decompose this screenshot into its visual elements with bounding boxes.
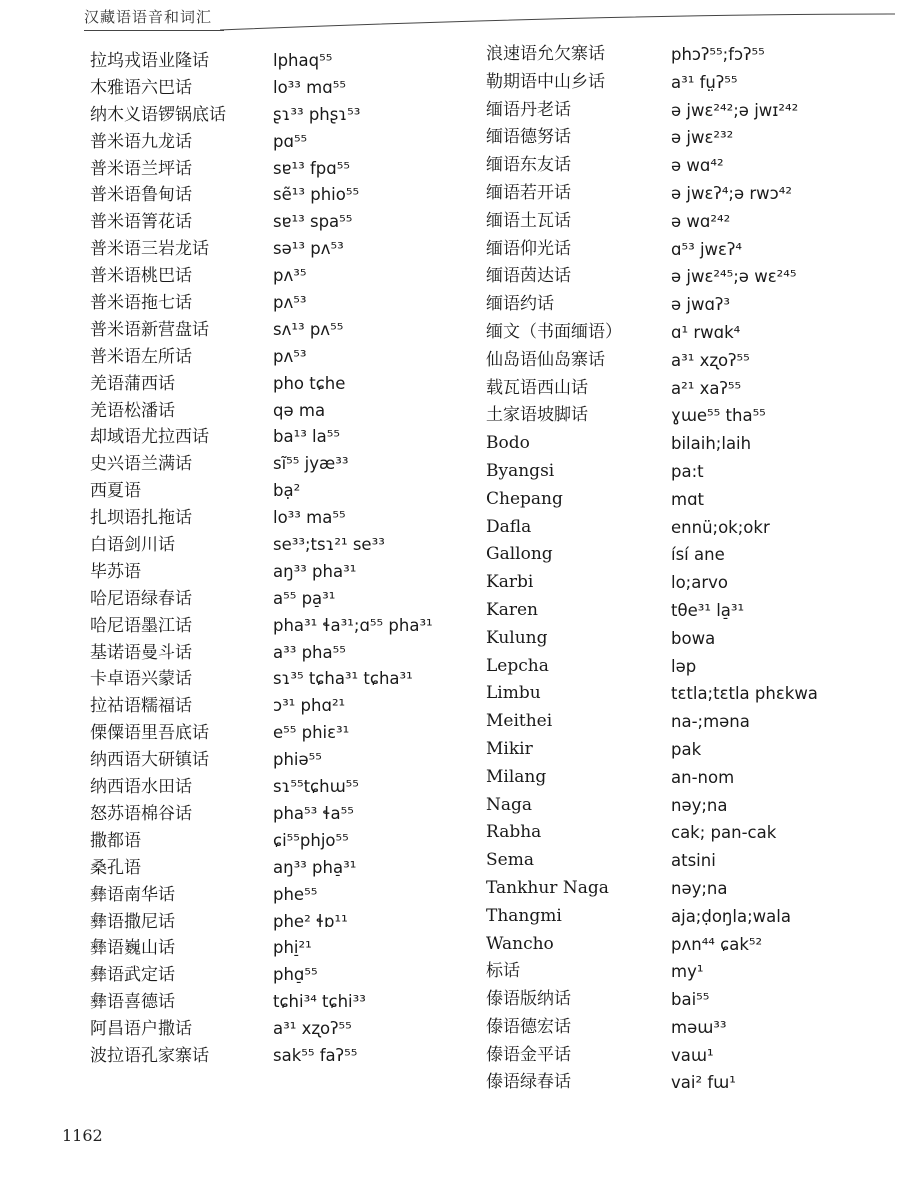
dialect-name: Gallong [486,544,553,565]
word-form: ə jwɛ²⁴⁵;ə wɛ²⁴⁵ [671,267,797,287]
dialect-name: 缅语土瓦话 [486,210,571,231]
word-form: pa:t [671,461,704,481]
dialect-name: 傈僳语里吾底话 [90,723,209,744]
dialect-name: 纳木义语锣锅底话 [90,104,226,125]
word-form: məɯ³³ [671,1017,727,1037]
word-form: lo;arvo [671,573,728,593]
dialect-name: Limbu [486,683,541,704]
dialect-name: Dafla [486,516,532,537]
dialect-name: Rabha [486,822,542,843]
word-form: na-;məna [671,712,750,732]
word-form: pɑ⁵⁵ [273,131,308,151]
dialect-name: 怒苏语棉谷话 [90,803,192,824]
word-form: a³¹ xʐoʔ⁵⁵ [671,350,750,370]
word-form: ləp [671,656,697,676]
word-form: nəy;na [671,795,728,815]
dialect-name: 哈尼语绿春话 [90,588,192,609]
dialect-name: 彝语武定话 [90,965,175,986]
word-form: ɔ³¹ phɑ²¹ [273,696,346,716]
dialect-name: 桑孔语 [90,857,141,878]
dialect-name: Chepang [486,488,563,509]
word-form: vai² fɯ¹ [671,1073,736,1093]
word-form: a²¹ xaʔ⁵⁵ [671,378,742,398]
word-form: sak⁵⁵ faʔ⁵⁵ [273,1045,358,1065]
word-form: a³¹ xʐoʔ⁵⁵ [273,1019,352,1039]
dialect-name: Milang [486,766,547,787]
dialect-name: 缅语德努话 [486,127,571,148]
dialect-name: Meithei [486,711,553,732]
word-form: sɿ⁵⁵tɕhɯ⁵⁵ [273,777,359,797]
dialect-name: Wancho [486,933,554,954]
word-form: ɑ⁵³ jwɛʔ⁴ [671,239,742,259]
dialect-name: 彝语撒尼话 [90,911,175,932]
dialect-name: 缅语仰光话 [486,238,571,259]
dialect-name: 普米语九龙话 [90,131,192,152]
dialect-name: 普米语桃巴话 [90,266,192,287]
word-form: vaɯ¹ [671,1045,714,1065]
dialect-name: 土家语坡脚话 [486,405,588,426]
word-form: ɑ¹ rwɑk⁴ [671,322,741,342]
word-form: bạ² [273,481,301,501]
word-form: phe² ɬɒ¹¹ [273,911,348,931]
dialect-name: Karen [486,599,538,620]
word-form: ə jwɛʔ⁴;ə rwɔ⁴² [671,183,792,203]
page-number: 1162 [62,1126,103,1145]
running-header: 汉藏语语音和词汇 [84,8,213,26]
word-form: pha³¹ ɬa³¹;ɑ⁵⁵ pha³¹ [273,615,433,635]
word-form: sɿ³⁵ tɕha³¹ tɕha³¹ [273,669,413,689]
dialect-name: 普米语新营盘话 [90,319,209,340]
dialect-name: 白语剑川话 [90,535,175,556]
dialect-name: 波拉语孔家寨话 [90,1045,209,1066]
dialect-name: 缅语若开话 [486,182,571,203]
dialect-name: 普米语箐花话 [90,212,192,233]
dialect-name: 纳西语大研镇话 [90,750,209,771]
word-form: pho tɕhe [273,373,346,393]
dialect-name: 仙岛语仙岛寨话 [486,349,605,370]
word-form: ɕi⁵⁵phjo⁵⁵ [273,830,349,850]
dialect-name: Thangmi [486,905,562,926]
word-form: sə¹³ pʌ⁵³ [273,239,344,259]
dialect-name: 史兴语兰满话 [90,454,192,475]
dialect-name: 哈尼语墨江话 [90,615,192,636]
word-form: ə wɑ⁴² [671,156,724,176]
dialect-name: 扎坝语扎拖话 [90,508,192,529]
word-form: phe⁵⁵ [273,884,318,904]
word-form: bowa [671,628,716,648]
dialect-name: 普米语拖七话 [90,293,192,314]
word-form: nəy;na [671,878,728,898]
dialect-name: Mikir [486,738,533,759]
word-form: sʌ¹³ pʌ⁵⁵ [273,319,344,339]
dialect-name: 基诺语曼斗话 [90,642,192,663]
dialect-name: 普米语鲁甸话 [90,185,192,206]
dialect-name: 拉坞戎语业隆话 [90,51,209,71]
word-form: a³³ pha⁵⁵ [273,642,346,662]
dialect-name: 撒都语 [90,830,141,851]
word-form: sɐ¹³ fpɑ⁵⁵ [273,158,350,178]
word-form: ba¹³ la⁵⁵ [273,427,340,447]
dialect-name: 却域语尤拉西话 [90,427,209,448]
word-form: an-nom [671,767,735,787]
dialect-name: Byangsi [486,460,555,481]
dialect-name: 阿昌语户撒话 [90,1019,192,1040]
word-form: aŋ³³ pha̠³¹ [273,857,357,877]
dialect-name: 普米语左所话 [90,346,192,367]
word-form: a³¹ fṳʔ⁵⁵ [671,72,738,92]
dialect-name: 羌语蒲西话 [90,373,175,394]
word-form: cak; pan-cak [671,823,777,843]
word-form: ə jwɛ²³² [671,128,734,148]
word-form: phɔʔ⁵⁵;fɔʔ⁵⁵ [671,45,765,64]
dialect-name: 普米语三岩龙话 [90,239,209,260]
dialect-name: 勒期语中山乡话 [486,71,605,92]
word-form: pʌ⁵³ [273,346,307,366]
word-form: ə jwɑʔ³ [671,295,730,315]
word-form: phɑ̠⁵⁵ [273,965,318,985]
word-form: pak [671,739,702,759]
word-form: ísí ane [671,545,725,565]
word-form: sɐ¹³ spa⁵⁵ [273,212,353,232]
word-form: phiə⁵⁵ [273,750,322,770]
dialect-name: Tankhur Naga [486,877,609,898]
header-rule-curve [220,8,900,34]
word-form: pʌ⁵³ [273,293,307,313]
dialect-name: 彝语南华话 [90,884,175,905]
word-form: ə wɑ²⁴² [671,211,731,231]
word-form: tθe³¹ la̠³¹ [671,600,745,620]
word-form: lo³³ mɑ⁵⁵ [273,77,346,97]
word-form: tɕhi³⁴ tɕhi³³ [273,992,366,1012]
dialect-name: 缅语约话 [486,294,554,315]
dialect-name: 西夏语 [90,481,141,502]
dialect-name: 彝语喜德话 [90,992,175,1013]
word-form: pʌn⁴⁴ ɕak⁵² [671,934,763,954]
word-form: tɛtla;tɛtla phɛkwa [671,684,818,704]
dialect-name: 傣语版纳话 [486,989,571,1010]
word-form: se³³;tsɿ²¹ se³³ [273,535,385,555]
dialect-name: 木雅语六巴话 [90,77,192,98]
dialect-name: 傣语金平话 [486,1044,571,1065]
word-form: sĩ⁵⁵ jyæ³³ [273,454,349,474]
word-form: ɣɯe⁵⁵ tha⁵⁵ [671,406,766,426]
dialect-name: Naga [486,794,533,815]
dialect-name: 载瓦语西山话 [486,377,588,398]
word-form: phi̠²¹ [273,938,312,958]
dialect-name: 标话 [486,961,520,982]
dialect-name: 卡卓语兴蒙话 [90,669,192,690]
dialect-name: Kulung [486,627,548,648]
dialect-name: Karbi [486,572,534,593]
dialect-name: 缅文（书面缅语） [486,321,622,342]
dialect-name: Lepcha [486,655,549,676]
dialect-name: 拉祜语糯福话 [90,696,192,717]
dialect-name: 毕苏语 [90,561,141,582]
dialect-name: 羌语松潘话 [90,400,175,421]
word-form: ʂɿ³³ phʂɿ⁵³ [273,104,361,124]
word-form: aŋ³³ pha³¹ [273,561,357,581]
dialect-name: 缅语东友话 [486,155,571,176]
dialect-name: 普米语兰坪话 [90,158,192,179]
word-form: sẽ¹³ phio⁵⁵ [273,185,360,205]
dialect-name: 浪速语允欠寨话 [486,44,605,64]
dialect-name: Sema [486,850,534,871]
word-form: lphaq⁵⁵ [273,51,333,70]
dialect-name: 傣语绿春话 [486,1072,571,1093]
word-form: atsini [671,851,716,871]
dialect-name: Bodo [486,433,530,454]
header-rule [84,30,224,31]
word-form: bai⁵⁵ [671,990,710,1010]
word-form: e⁵⁵ phiɛ³¹ [273,723,350,743]
word-form: a⁵⁵ pa̠³¹ [273,588,336,608]
word-form: mɑt [671,489,705,509]
word-form: qə ma [273,400,326,420]
word-form: aja;ḍoŋla;wala [671,906,791,926]
word-form: my¹ [671,962,704,982]
dialect-name: 傣语德宏话 [486,1016,571,1037]
word-form: pʌ³⁵ [273,266,307,286]
word-form: pha⁵³ ɬa⁵⁵ [273,803,354,823]
dialect-name: 缅语丹老话 [486,99,571,120]
dialect-name: 缅语茵达话 [486,266,571,287]
word-form: bilaih;laih [671,434,752,454]
word-form: ennü;ok;okr [671,517,770,537]
word-form: lo³³ ma⁵⁵ [273,508,346,528]
word-form: ə jwɛ²⁴²;ə jwɪ²⁴² [671,100,799,120]
dialect-name: 纳西语水田话 [90,777,192,798]
dialect-name: 彝语巍山话 [90,938,175,959]
